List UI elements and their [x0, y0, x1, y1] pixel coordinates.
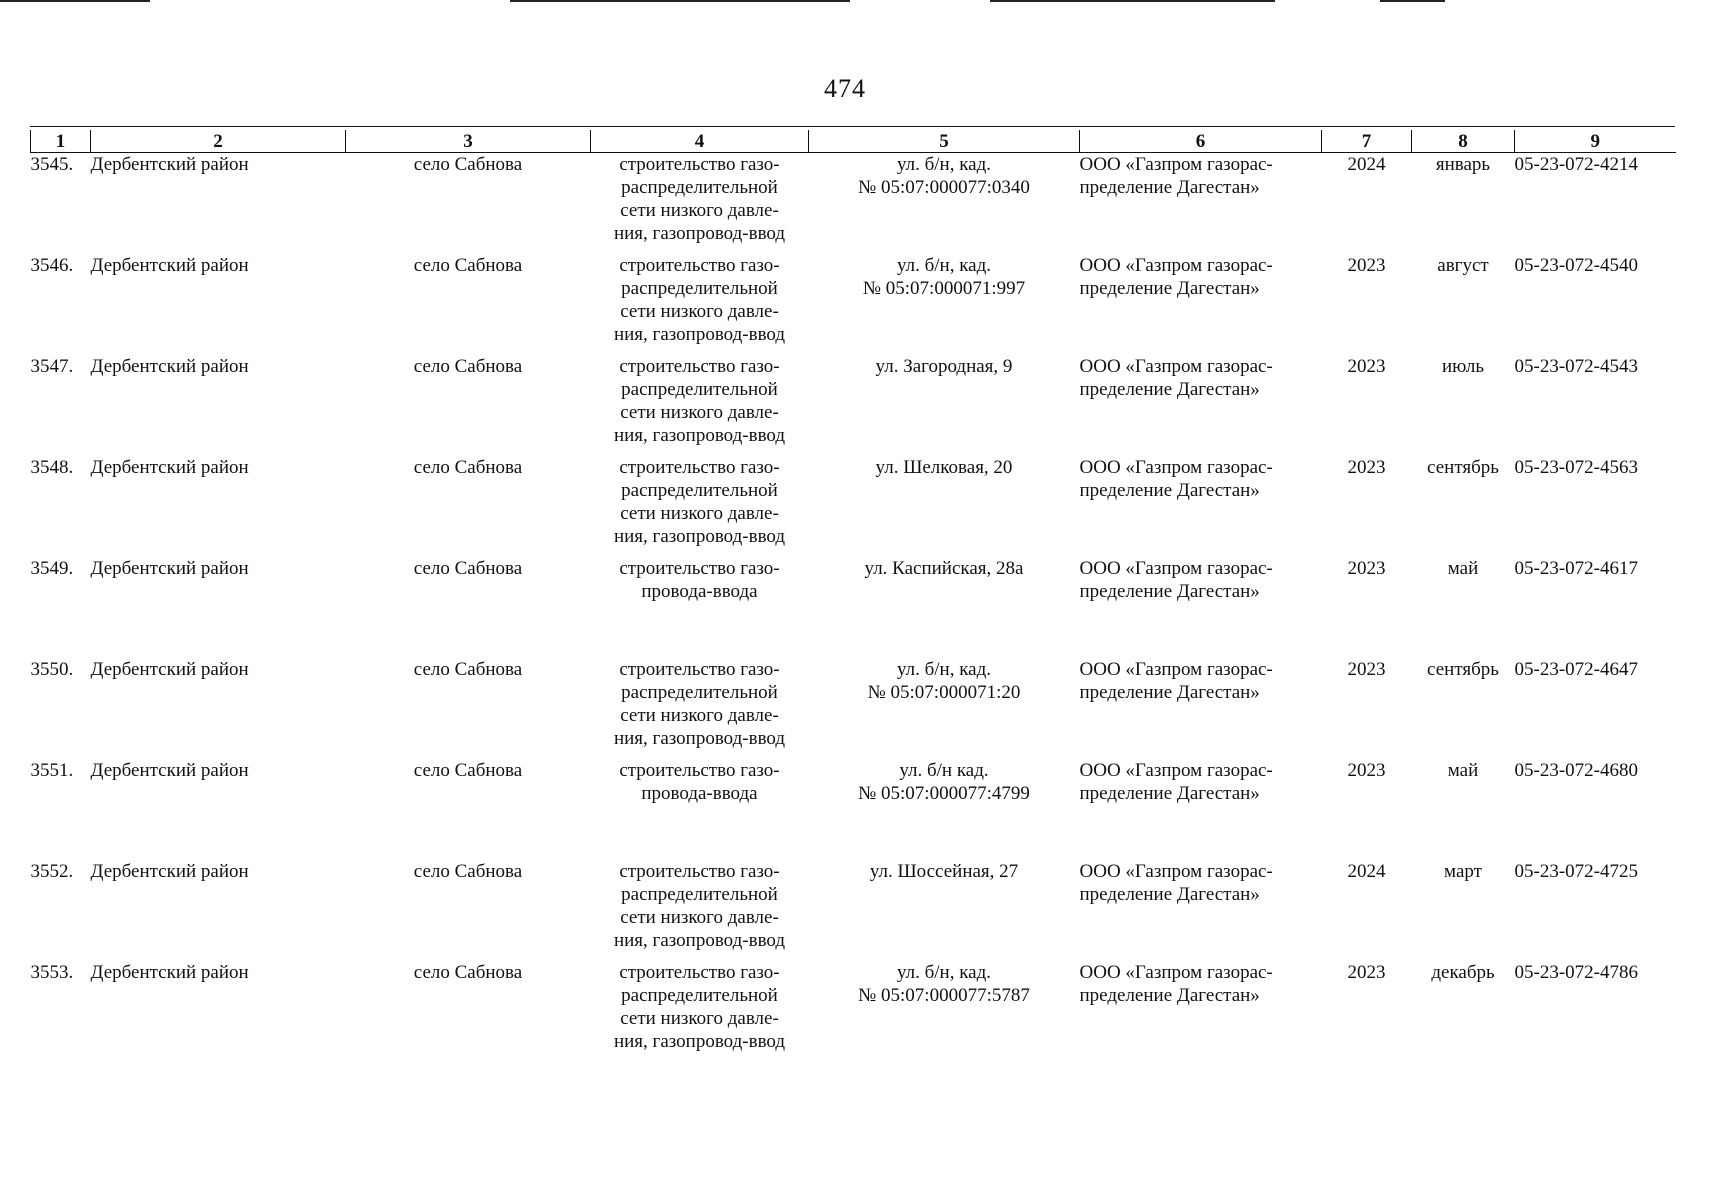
district: Дербентский район [90, 558, 249, 579]
district: Дербентский район [90, 861, 249, 882]
row-number: 3553. [30, 962, 74, 983]
table-row [31, 961, 1676, 1062]
registry-code: 05-23-072-4563 [1514, 457, 1638, 478]
district: Дербентский район [90, 255, 249, 276]
address: ул. б/н, кад. № 05:07:000077:5787 [858, 962, 1030, 1006]
row-number: 3551. [30, 760, 74, 781]
registry-code: 05-23-072-4214 [1514, 154, 1638, 175]
month: май [1447, 760, 1479, 781]
row-number: 3545. [30, 154, 74, 175]
header-col-5: 5 [809, 130, 1080, 153]
month: сентябрь [1427, 457, 1499, 478]
year: 2024 [1347, 154, 1386, 175]
header-col-9: 9 [1515, 130, 1676, 153]
address: ул. б/н, кад. № 05:07:000071:20 [867, 659, 1021, 703]
work-description: строительство газо- распределительной сети низкого давле- ния, газопровод-ввод [613, 255, 786, 345]
month: сентябрь [1427, 659, 1499, 680]
locality: село Сабнова [413, 255, 523, 276]
locality: село Сабнова [413, 760, 523, 781]
row-number: 3548. [30, 457, 74, 478]
month: май [1447, 558, 1479, 579]
address: ул. б/н, кад. № 05:07:000077:0340 [858, 154, 1030, 198]
organization: ООО «Газпром газорас- пределение Дагестан» [1079, 356, 1273, 400]
table-row [31, 355, 1676, 456]
address: ул. б/н, кад. № 05:07:000071:997 [862, 255, 1026, 299]
month: январь [1435, 154, 1491, 175]
table-row [31, 153, 1676, 255]
row-number: 3550. [30, 659, 74, 680]
address: ул. Загородная, 9 [875, 356, 1013, 377]
registry-code: 05-23-072-4540 [1514, 255, 1638, 276]
organization: ООО «Газпром газорас- пределение Дагестан» [1079, 457, 1273, 501]
work-description: строительство газо- распределительной сети низкого давле- ния, газопровод-ввод [613, 962, 786, 1052]
row-number: 3546. [30, 255, 74, 276]
month: март [1444, 861, 1482, 882]
header-col-4: 4 [591, 130, 809, 153]
registry-code: 05-23-072-4725 [1514, 861, 1638, 882]
locality: село Сабнова [413, 457, 523, 478]
registry-code: 05-23-072-4786 [1514, 962, 1638, 983]
scan-edge-far-right [1380, 0, 1445, 2]
organization: ООО «Газпром газорас- пределение Дагестан» [1079, 154, 1273, 198]
table-row [31, 860, 1676, 961]
header-col-6: 6 [1080, 130, 1322, 153]
year: 2023 [1347, 457, 1386, 478]
header-col-7: 7 [1322, 130, 1412, 153]
district: Дербентский район [90, 760, 249, 781]
address: ул. Шелковая, 20 [875, 457, 1013, 478]
locality: село Сабнова [413, 659, 523, 680]
registry-code: 05-23-072-4680 [1514, 760, 1638, 781]
work-description: строительство газо- распределительной сети низкого давле- ния, газопровод-ввод [613, 659, 786, 749]
table-row [31, 759, 1676, 860]
address: ул. Каспийская, 28а [864, 558, 1024, 579]
row-number: 3549. [30, 558, 74, 579]
address: ул. б/н кад. № 05:07:000077:4799 [858, 760, 1030, 804]
scan-edge-left [0, 0, 150, 2]
header-col-2: 2 [91, 130, 346, 153]
work-description: строительство газо- провода-ввода [619, 558, 780, 602]
row-number: 3552. [30, 861, 74, 882]
organization: ООО «Газпром газорас- пределение Дагестан» [1079, 861, 1273, 905]
district: Дербентский район [90, 457, 249, 478]
header-col-1: 1 [31, 130, 91, 153]
district: Дербентский район [90, 962, 249, 983]
year: 2023 [1347, 255, 1386, 276]
locality: село Сабнова [413, 962, 523, 983]
registry-table [30, 130, 1676, 1062]
header-col-3: 3 [346, 130, 591, 153]
page-number: 474 [824, 74, 866, 103]
address: ул. Шоссейная, 27 [869, 861, 1019, 882]
year: 2023 [1347, 356, 1386, 377]
registry-code: 05-23-072-4647 [1514, 659, 1638, 680]
locality: село Сабнова [413, 558, 523, 579]
month: июль [1441, 356, 1485, 377]
month: август [1437, 255, 1489, 276]
table-row [31, 254, 1676, 355]
registry-code: 05-23-072-4543 [1514, 356, 1638, 377]
locality: село Сабнова [413, 861, 523, 882]
year: 2023 [1347, 962, 1386, 983]
year: 2023 [1347, 659, 1386, 680]
table-row [31, 658, 1676, 759]
table-row [31, 557, 1676, 658]
header-col-8: 8 [1412, 130, 1515, 153]
organization: ООО «Газпром газорас- пределение Дагестан» [1079, 255, 1273, 299]
organization: ООО «Газпром газорас- пределение Дагестан» [1079, 962, 1273, 1006]
work-description: строительство газо- провода-ввода [619, 760, 780, 804]
table-top-rule [30, 126, 1675, 127]
month: декабрь [1431, 962, 1495, 983]
district: Дербентский район [90, 356, 249, 377]
locality: село Сабнова [413, 154, 523, 175]
district: Дербентский район [90, 154, 249, 175]
organization: ООО «Газпром газорас- пределение Дагестан» [1079, 760, 1273, 804]
work-description: строительство газо- распределительной сети низкого давле- ния, газопровод-ввод [613, 356, 786, 446]
organization: ООО «Газпром газорас- пределение Дагестан» [1079, 659, 1273, 703]
scan-edge-center [510, 0, 850, 2]
work-description: строительство газо- распределительной сети низкого давле- ния, газопровод-ввод [613, 457, 786, 547]
work-description: строительство газо- распределительной сети низкого давле- ния, газопровод-ввод [613, 154, 786, 244]
scan-edge-right [990, 0, 1275, 2]
year: 2024 [1347, 861, 1386, 882]
registry-code: 05-23-072-4617 [1514, 558, 1638, 579]
table-row [31, 456, 1676, 557]
row-number: 3547. [30, 356, 74, 377]
organization: ООО «Газпром газорас- пределение Дагестан» [1079, 558, 1273, 602]
year: 2023 [1347, 558, 1386, 579]
year: 2023 [1347, 760, 1386, 781]
district: Дербентский район [90, 659, 249, 680]
work-description: строительство газо- распределительной сети низкого давле- ния, газопровод-ввод [613, 861, 786, 951]
locality: село Сабнова [413, 356, 523, 377]
header-row [31, 130, 1676, 153]
